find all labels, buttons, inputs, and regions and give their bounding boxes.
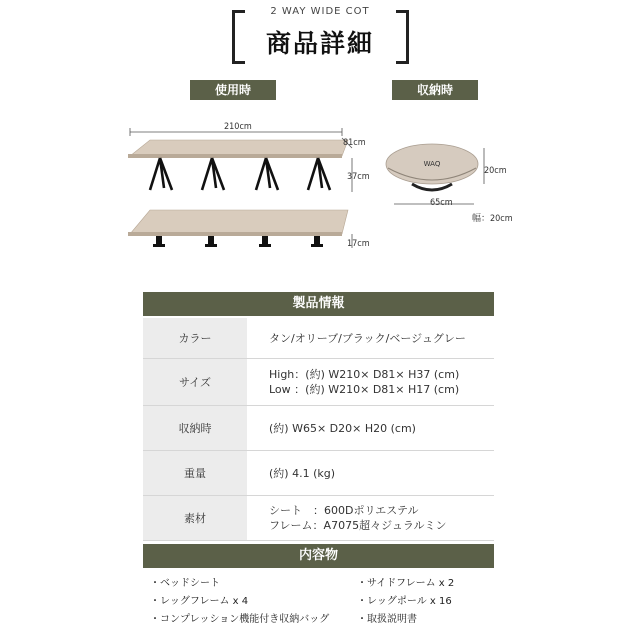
low-height-label: 17cm (347, 239, 370, 249)
spec-row-material (143, 496, 494, 541)
spec-value: (約) W65× D20× H20 (cm) (269, 421, 416, 435)
bag-length-label: 65cm (430, 198, 453, 208)
bag-height-label: 20cm (484, 166, 507, 176)
high-cot-seat (130, 140, 348, 156)
spec-row-weight (143, 451, 494, 496)
page-header (0, 0, 640, 70)
low-cot-seat (130, 210, 348, 234)
in-use-label: 使用時 (190, 80, 276, 100)
high-height-label: 37cm (347, 172, 370, 182)
width-label: 81cm (343, 138, 366, 148)
spec-row-storage (143, 406, 494, 451)
stored-label: 収納時 (392, 80, 478, 100)
high-cot-rail (128, 154, 342, 158)
spec-key: サイズ (143, 359, 247, 405)
page-title: 商品詳細 (265, 29, 374, 58)
specs-table (143, 318, 494, 541)
spec-value: タン/オリーブ/ブラック/ベージュグレー (269, 331, 466, 345)
spec-key: 素材 (143, 496, 247, 540)
list-item: ・レッグポール x 16 (357, 596, 452, 607)
spec-key: 収納時 (143, 406, 247, 450)
bag-width-label: 幅：20cm (472, 214, 513, 224)
contents-header: 内容物 (143, 544, 494, 568)
spec-value: High：(約) W210× D81× H37 (cm) Low ：(約) W210× D81× H17 (cm) (269, 368, 460, 396)
spec-value: シート ：600Dポリエステル フレーム：A7075超々ジュラルミン (269, 504, 447, 532)
spec-value: (約) 4.1 (kg) (269, 466, 336, 480)
list-item: ・ベッドシート (150, 578, 220, 589)
svg-text:WAQ: WAQ (423, 160, 441, 168)
low-cot-rail (128, 232, 342, 236)
list-item: ・取扱説明書 (357, 614, 417, 625)
spec-row-color (143, 318, 494, 359)
cot-illustration (120, 118, 380, 258)
bag-handle (412, 184, 452, 190)
high-cot-legs (150, 158, 330, 190)
spec-key: 重量 (143, 451, 247, 495)
specs-header: 製品情報 (143, 292, 494, 316)
spec-row-size (143, 359, 494, 406)
low-cot-legs (153, 236, 323, 247)
list-item: ・サイドフレーム x 2 (357, 578, 455, 589)
length-label: 210cm (224, 122, 252, 132)
list-item: ・コンプレッション機能付き収納バッグ (150, 614, 330, 625)
list-item: ・レッグフレーム x 4 (150, 596, 249, 607)
page-subtitle: 2 WAY WIDE COT (0, 6, 640, 17)
spec-key: カラー (143, 318, 247, 358)
